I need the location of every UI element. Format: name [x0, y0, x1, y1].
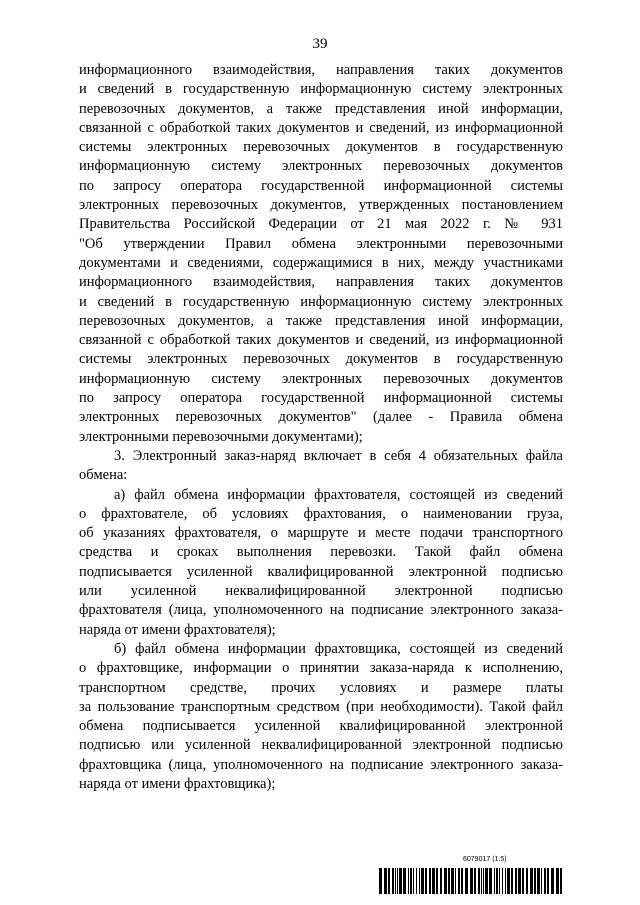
text-line: электронных перевозочных документов, утвержденных постановлением: [79, 197, 563, 214]
barcode-icon: [379, 868, 564, 894]
text-line: а) файл обмена информации фрахтователя, состоящей из сведений: [114, 486, 563, 503]
text-line: электронными перевозочными документами);: [79, 428, 363, 445]
text-line: Правительства Российской Федерации от 21 мая 2022 г. № 931: [79, 216, 563, 233]
text-line: наряда от имени фрахтователя);: [79, 621, 276, 638]
text-line: средства и сроках выполнения перевозки. Такой файл обмена: [79, 544, 563, 561]
page-number: 39: [312, 36, 328, 52]
document-body: [79, 61, 563, 794]
text-line: электронных перевозочных документов" (далее - Правила обмена: [79, 409, 563, 426]
text-line: по запросу оператора государственной информационной системы: [79, 177, 563, 194]
text-line: об указаниях фрахтователя, о маршруте и месте подачи транспортного: [79, 525, 563, 542]
text-line: фрахтователя (лица, уполномоченного на подписание электронного заказа-: [79, 602, 563, 619]
text-line: за пользование транспортным средством (при необходимости). Такой файл: [79, 698, 563, 715]
page-footer: [379, 856, 564, 894]
text-line: обмена:: [79, 467, 128, 484]
text-line: обмена подписывается усиленной квалифицированной электронной: [79, 718, 563, 735]
text-line: "Об утверждении Правил обмена электронными перевозочными: [79, 235, 563, 252]
text-line: перевозочных документов, а также представления иной информации,: [79, 100, 563, 117]
text-line: 3. Электронный заказ-наряд включает в себя 4 обязательных файла: [114, 447, 563, 464]
text-line: о фрахтователе, об условиях фрахтования, о наименовании груза,: [79, 505, 563, 522]
text-line: информационного взаимодействия, направления таких документов: [79, 274, 563, 291]
text-line: и сведений в государственную информационную систему электронных: [79, 81, 563, 98]
text-line: системы электронных перевозочных документов в государственную: [79, 351, 563, 368]
text-line: по запросу оператора государственной информационной системы: [79, 390, 563, 407]
text-line: подписывается усиленной квалифицированной электронной подписью: [79, 563, 563, 580]
text-line: транспортном средстве, прочих условиях и размере платы: [79, 679, 563, 696]
text-line: информационного взаимодействия, направления таких документов: [79, 62, 563, 78]
text-line: о фрахтовщике, информации о принятии заказа-наряда к исполнению,: [79, 660, 563, 677]
text-line: связанной с обработкой таких документов и сведений, из информационной: [79, 332, 563, 349]
text-line: фрахтовщика (лица, уполномоченного на подписание электронного заказа-: [79, 756, 563, 773]
text-line: б) файл обмена информации фрахтовщика, состоящей из сведений: [114, 640, 563, 657]
text-line: или усиленной неквалифицированной электронной подписью: [79, 583, 563, 600]
text-line: перевозочных документов, а также представления иной информации,: [79, 312, 563, 329]
text-line: системы электронных перевозочных документов в государственную: [79, 139, 563, 156]
text-line: наряда от имени фрахтовщика);: [79, 775, 276, 792]
text-line: информационную систему электронных перевозочных документов: [79, 158, 563, 175]
document-code: 6079017 (1.5): [463, 856, 507, 863]
text-line: информационную систему электронных перевозочных документов: [79, 370, 563, 387]
text-line: подписью или усиленной неквалифицированной электронной подписью: [79, 737, 563, 754]
text-line: и сведений в государственную информационную систему электронных: [79, 293, 563, 310]
text-line: связанной с обработкой таких документов и сведений, из информационной: [79, 119, 563, 136]
text-line: документами и сведениями, содержащимися в них, между участниками: [79, 254, 563, 271]
